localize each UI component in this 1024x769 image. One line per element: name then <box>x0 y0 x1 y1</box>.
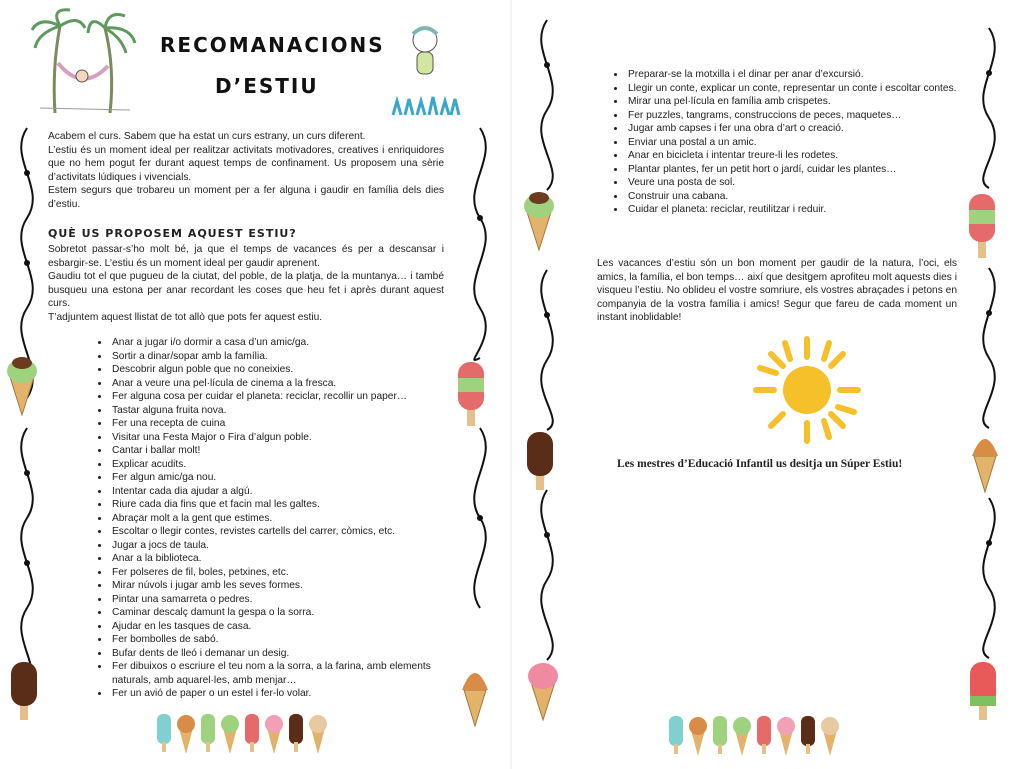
left-swirl-border-right-page <box>532 20 562 740</box>
intro-paragraph-3: Estem segurs que trobareu un moment per a fer alguna i gaudir en família dels dies d’estiu. <box>48 185 444 210</box>
list-item: • Fer una recepta de cuina <box>110 417 470 431</box>
page-title-line1: RECOMANACIONS <box>160 33 385 57</box>
list-item: • Cantar i ballar molt! <box>110 444 470 458</box>
list-item: • Descobrir algun poble que no coneixies. <box>110 363 470 377</box>
palm-hammock-illustration <box>30 8 140 118</box>
list-item: • Ajudar en les tasques de casa. <box>110 620 470 634</box>
intro-text <box>48 130 444 212</box>
list-item: • Fer alguna cosa per cuidar el planeta: reciclar, recollir un paper… <box>110 390 470 404</box>
list-item: • Fer polseres de fil, boles, petxines, etc. <box>110 566 470 580</box>
list-item: • Mirar una pel·lícula en família amb crispetes. <box>626 95 986 109</box>
list-item: • Sortir a dinar/sopar amb la família. <box>110 350 470 364</box>
list-item: • Llegir un conte, explicar un conte, representar un conte i escoltar contes. <box>626 82 986 96</box>
right-page <box>512 0 1024 769</box>
intro-paragraph-2: L’estiu és un moment ideal per realitzar activitats motivadores, creatives i enriquidores que no hem pogut fer durant aquest temps de confinament. Us proposem una sèrie d’activitats lúdiques i vivencials. <box>48 144 444 183</box>
left-swirl-border <box>12 128 42 728</box>
closing-paragraph <box>597 257 957 325</box>
section-heading: QUÈ US PROPOSEM AQUEST ESTIU? <box>48 227 297 240</box>
list-item: • Veure una posta de sol. <box>626 176 986 190</box>
list-item: • Escoltar o llegir contes, revistes cartells del carrer, còmics, etc. <box>110 525 470 539</box>
body-paragraph-1: Sobretot passar-s’ho molt bé, ja que el temps de vacances és per a descansar i esbargir-se. L’estiu és un moment ideal per gaudir aprenent. <box>48 244 444 269</box>
ice-cream-row-right <box>667 712 867 757</box>
body-paragraph-3: T’adjuntem aquest llistat de tot allò que pots fer aquest estiu. <box>48 311 323 323</box>
list-item: • Anar en bicicleta i intentar treure-li les rodetes. <box>626 149 986 163</box>
list-item: • Fer bombolles de sabó. <box>110 633 470 647</box>
activity-list-right <box>608 68 986 217</box>
ice-cream-row-left <box>155 710 355 755</box>
list-item: • Fer algun amic/ga nou. <box>110 471 470 485</box>
list-item: • Bufar dents de lleó i demanar un desig. <box>110 647 470 661</box>
list-item: • Plantar plantes, fer un petit hort o jardí, cuidar les plantes… <box>626 163 986 177</box>
list-item: • Preparar-se la motxilla i el dinar per anar d’excursió. <box>626 68 986 82</box>
ice-cream-cone-icon <box>5 355 39 417</box>
activity-list-left <box>92 336 470 701</box>
list-item: • Fer un avió de paper o un estel i fer-lo volar. <box>110 687 470 701</box>
list-item: • Cuidar el planeta: reciclar, reutilitzar i reduir. <box>626 203 986 217</box>
girl-illustration <box>385 20 465 120</box>
body-paragraph-2: Gaudiu tot el que pugueu de la ciutat, del poble, de la platja, de la muntanya… i també busqueu una estona per anar recordant les coses que heu fet i après durant aquest curs. <box>48 271 444 310</box>
list-item: • Tastar alguna fruita nova. <box>110 404 470 418</box>
list-item: • Construir una cabana. <box>626 190 986 204</box>
ice-cream-cone-icon <box>522 190 556 252</box>
list-item: • Caminar descalç damunt la gespa o la sorra. <box>110 606 470 620</box>
list-item: • Anar a la biblioteca. <box>110 552 470 566</box>
list-item: • Mirar núvols i jugar amb les seves formes. <box>110 579 470 593</box>
chocolate-ice-pop-icon <box>524 430 556 492</box>
list-item: • Intentar cada dia ajudar a algú. <box>110 485 470 499</box>
list-item: • Riure cada dia fins que et facin mal les galtes. <box>110 498 470 512</box>
body-text <box>48 243 444 325</box>
list-item: • Anar a jugar i/o dormir a casa d’un amic/ga. <box>110 336 470 350</box>
list-item: • Pintar una samarreta o pedres. <box>110 593 470 607</box>
list-item: • Visitar una Festa Major o Fira d’algun poble. <box>110 431 470 445</box>
list-item: • Jugar amb capses i fer una obra d’art o creació. <box>626 122 986 136</box>
soft-serve-cone-icon <box>968 428 1002 494</box>
page-title-line2: D’ESTIU <box>215 74 319 98</box>
pink-ice-cream-cone-icon <box>526 660 560 722</box>
intro-paragraph-1: Acabem el curs. Sabem que ha estat un curs estrany, un curs diferent. <box>48 131 366 142</box>
list-item: • Enviar una postal a un amic. <box>626 136 986 150</box>
watermelon-ice-pop-icon <box>967 660 999 722</box>
chocolate-ice-pop-icon <box>8 660 40 722</box>
list-item: • Fer dibuixos o escriure el teu nom a la sorra, a la farina, amb elements naturals, amb aquarel·les, amb menjar… <box>110 660 470 687</box>
list-item: • Explicar acudits. <box>110 458 470 472</box>
signoff: Les mestres d’Educació Infantil us desitja un Súper Estiu! <box>617 458 903 470</box>
list-item: • Anar a veure una pel·lícula de cinema a la fresca. <box>110 377 470 391</box>
list-item: • Fer puzzles, tangrams, construccions de peces, maquetes… <box>626 109 986 123</box>
closing-text: Les vacances d’estiu són un bon moment per gaudir de la natura, l’oci, els amics, la família, el bon temps… així que desitgem aprofiteu molt aquests dies i visqueu l’estiu. No oblideu el vostre somriure, els vostres abraçades i petons en companyia de la vostra família i amics! Segur que fareu de cada moment un instant inoblidable! <box>597 258 957 324</box>
sun-icon <box>752 335 862 445</box>
list-item: • Abraçar molt a la gent que estimes. <box>110 512 470 526</box>
list-item: • Jugar a jocs de taula. <box>110 539 470 553</box>
